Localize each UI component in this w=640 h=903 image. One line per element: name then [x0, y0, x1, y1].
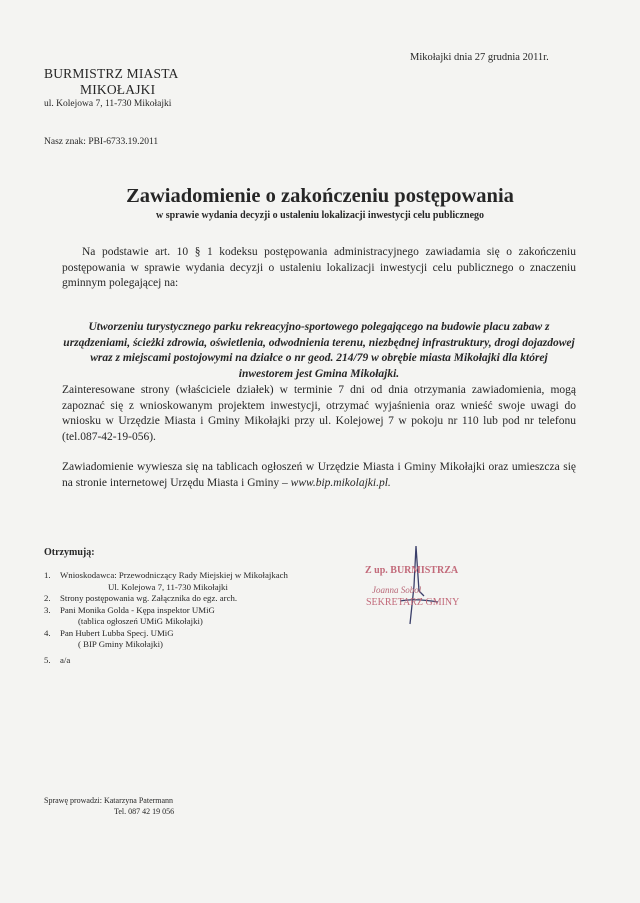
- publication-text: Zawiadomienie wywiesza się na tablicach ogłoszeń w Urzędzie Miasta i Gminy Mikołajki oraz umieszcza się na stronie internetowej Urzędu Miasta i Gminy –: [62, 461, 576, 489]
- list-line: a/a: [60, 654, 71, 665]
- list-number: 4.: [44, 627, 51, 638]
- list-number: 5.: [44, 654, 51, 665]
- prepared-by: Sprawę prowadzi: Katarzyna Patermann: [44, 796, 174, 805]
- document-subtitle: w sprawie wydania decyzji o ustaleniu lokalizacji inwestycji celu publicznego: [155, 210, 485, 221]
- prepared-by-phone: Tel. 087 42 19 056: [114, 807, 175, 816]
- investment-description: Utworzeniu turystycznego parku rekreacyjno-sportowego polegającego na budowie placu zabaw z urządzeniami, ścieżki zdrowia, oświetlenia, odwodnienia terenu, niezbędnej infrastruktury, drogi dojazdowej wraz z miejscami postojowymi na działce o nr geod. 214/79 w obrębie miasta Mikołajki dla której inwestorem jest Gmina Mikołajki.: [63, 321, 575, 380]
- list-line: Pani Monika Golda - Kępa inspektor UMiG: [60, 604, 215, 615]
- issuer-address: ul. Kolejowa 7, 11-730 Mikołajki: [44, 99, 172, 109]
- list-line: Pan Hubert Lubba Specj. UMiG: [60, 627, 174, 638]
- recipients-list: [44, 570, 344, 666]
- document-title: Zawiadomienie o zakończeniu postępowania: [126, 185, 514, 207]
- list-number: 3.: [44, 604, 51, 615]
- recipients-title: Otrzymują:: [44, 547, 95, 558]
- list-line: ( BIP Gminy Mikołajki): [78, 639, 163, 649]
- consultation-paragraph: Zainteresowane strony (właściciele działek) w terminie 7 dni od dnia otrzymania zawiadomienia, mogą zapoznać się z wnioskowanym projektem inwestycji, otrzymać wyjaśnienia oraz wnieść swoje uwagi do wniosku w Urzędzie Miasta i Gminy Mikołajki przy ul. Kolejowej 7 w pokoju nr 110 lub pod nr telefonu (tel.087-42-19-056).: [62, 384, 576, 443]
- intro-paragraph: Na podstawie art. 10 § 1 kodeksu postępowania administracyjnego zawiadamia się o zakończeniu postępowania w sprawie wydania decyzji o ustaleniu lokalizacji inwestycji celu publicznego o znaczeniu gminnym polegającej na:: [62, 246, 576, 289]
- stamp-name: Joanna Sobol: [372, 585, 422, 595]
- list-number: 2.: [44, 593, 51, 603]
- stamp-position: SEKRETARZ GMINY: [366, 597, 460, 608]
- reference-number: Nasz znak: PBI-6733.19.2011: [44, 137, 159, 147]
- list-item: [44, 628, 344, 651]
- list-line: (tablica ogłoszeń UMiG Mikołajki): [78, 616, 203, 626]
- list-item: [44, 605, 344, 628]
- list-item: [44, 655, 344, 667]
- document-date: Mikołajki dnia 27 grudnia 2011r.: [410, 52, 549, 63]
- stamp-authorization: Z up. BURMISTRZA: [365, 565, 459, 576]
- list-line: Strony postępowania wg. Załącznika do egz. arch.: [60, 593, 238, 603]
- list-item: [44, 570, 344, 593]
- issuer-city: MIKOŁAJKI: [80, 82, 156, 97]
- issuer-title: BURMISTRZ MIASTA: [44, 66, 179, 81]
- handwritten-signature: [380, 536, 450, 626]
- list-number: 1.: [44, 570, 51, 580]
- list-line: Ul. Kolejowa 7, 11-730 Mikołajki: [108, 581, 228, 592]
- publication-paragraph: [62, 460, 576, 491]
- list-line: Wnioskodawca: Przewodniczący Rady Miejskiej w Mikołajkach: [60, 570, 288, 580]
- list-item: [44, 593, 344, 605]
- bip-link[interactable]: www.bip.mikolajki.pl.: [290, 476, 391, 489]
